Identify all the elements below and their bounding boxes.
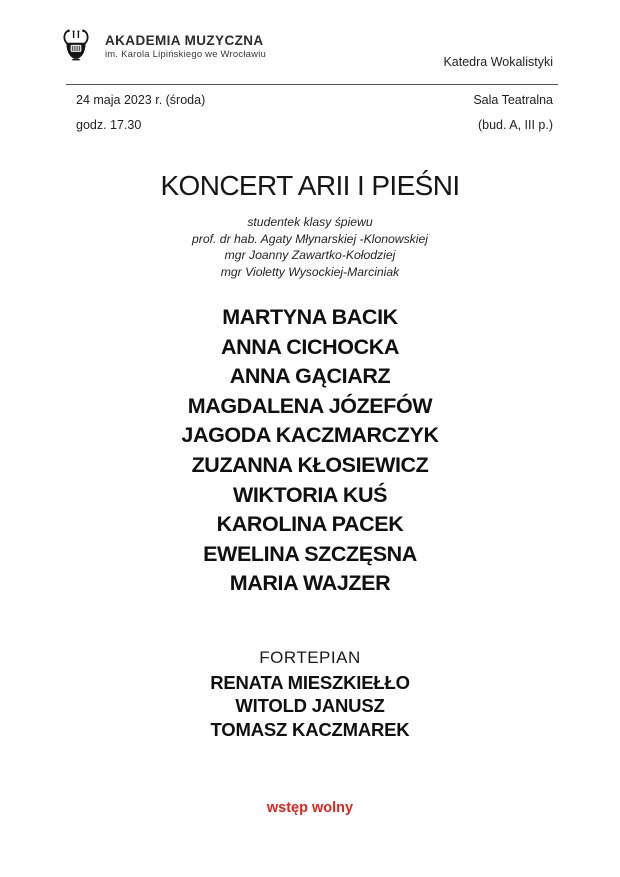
- subtitle-block: [0, 214, 620, 280]
- pianists-list: [0, 671, 620, 741]
- academy-subtitle: im. Karola Lipińskiego we Wrocławiu: [105, 48, 266, 60]
- singer-name: MARTYNA BACIK: [222, 305, 398, 329]
- department-label: Katedra Wokalistyki: [443, 55, 553, 69]
- subtitle-line: prof. dr hab. Agaty Młynarskiej -Klonowskiej: [192, 231, 428, 246]
- subtitle-line: studentek klasy śpiewu: [247, 215, 373, 229]
- event-venue: Sala Teatralna: [473, 93, 553, 107]
- singer-name: JAGODA KACZMARCZYK: [181, 423, 439, 448]
- singer-name: KAROLINA PACEK: [216, 512, 404, 537]
- piano-section-heading: FORTEPIAN: [259, 648, 361, 667]
- pianist-name: WITOLD JANUSZ: [235, 695, 385, 717]
- event-info-row-2: [76, 118, 553, 132]
- singer-name: ZUZANNA KŁOSIEWICZ: [191, 452, 429, 477]
- header-divider: [66, 84, 558, 85]
- subtitle-line: mgr Violetty Wysockiej-Marciniak: [220, 264, 400, 279]
- event-time: godz. 17.30: [76, 118, 142, 132]
- event-info-row-1: [76, 93, 553, 107]
- academy-name-block: [105, 32, 266, 61]
- singer-name: WIKTORIA KUŚ: [232, 482, 388, 507]
- singer-name: MARIA WAJZER: [229, 571, 391, 596]
- academy-logo: [60, 28, 266, 64]
- lyre-icon: [60, 28, 92, 64]
- singer-name: ANNA CICHOCKA: [221, 334, 399, 359]
- admission-note: wstęp wolny: [266, 800, 354, 816]
- singers-list: [0, 303, 620, 599]
- singer-name: ANNA GĄCIARZ: [229, 364, 391, 389]
- pianist-name: RENATA MIESZKIEŁŁO: [210, 672, 410, 693]
- pianist-name: TOMASZ KACZMAREK: [210, 718, 410, 740]
- event-venue-detail: (bud. A, III p.): [477, 118, 553, 132]
- academy-name: AKADEMIA MUZYCZNA: [105, 32, 264, 48]
- singer-name: MAGDALENA JÓZEFÓW: [187, 393, 433, 418]
- concert-title: KONCERT ARII I PIEŚNI: [160, 170, 460, 201]
- singer-name: EWELINA SZCZĘSNA: [203, 541, 417, 566]
- event-date: 24 maja 2023 r. (środa): [76, 93, 206, 107]
- subtitle-line: mgr Joanny Zawartko-Kołodziej: [224, 248, 396, 262]
